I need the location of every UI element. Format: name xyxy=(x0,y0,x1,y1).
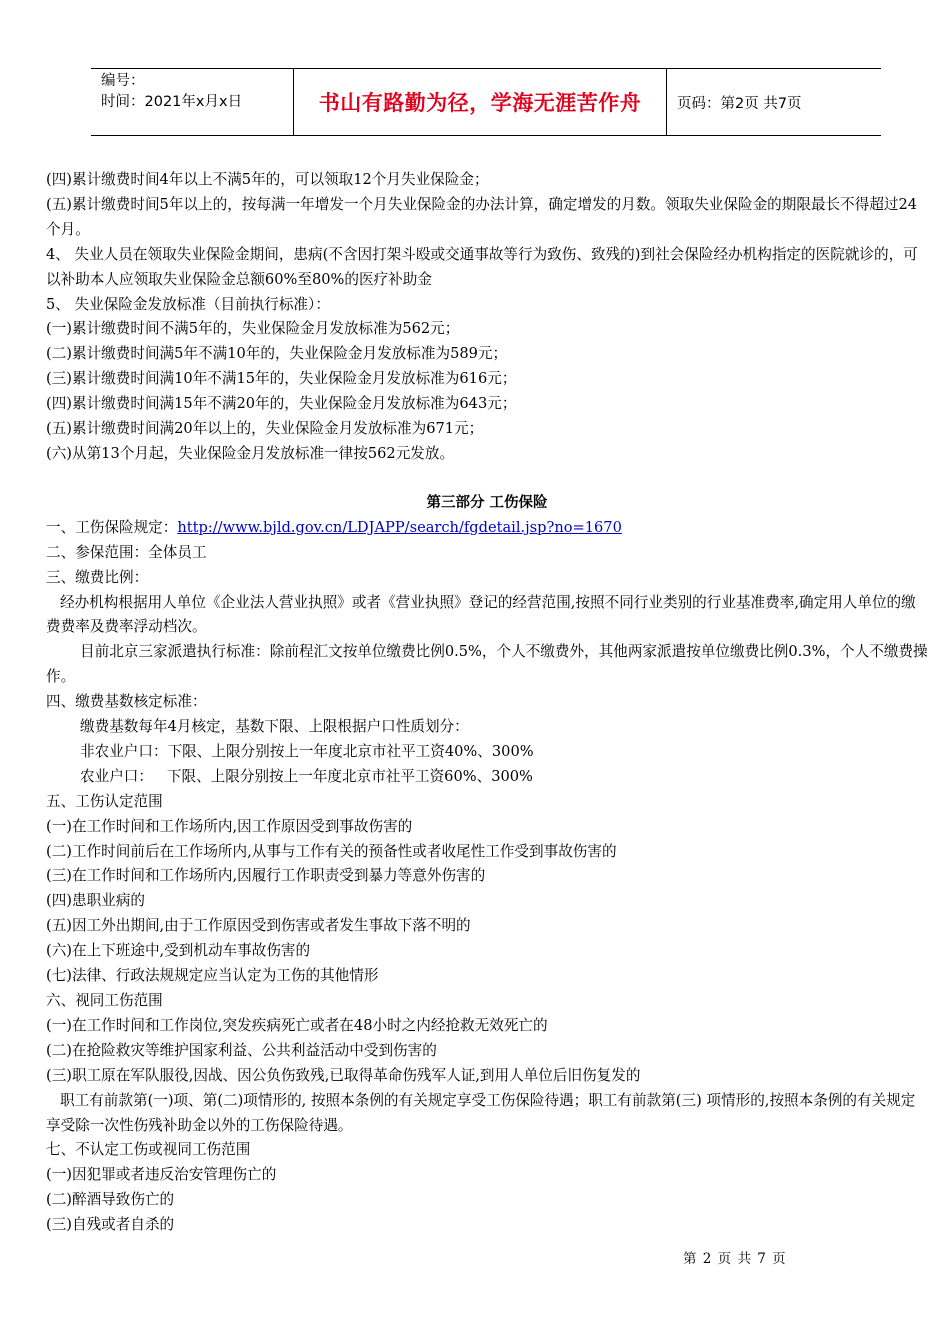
paragraph: 四、缴费基数核定标准： xyxy=(46,693,207,711)
paragraph: 三、缴费比例： xyxy=(46,568,149,586)
page-header xyxy=(91,68,881,136)
paragraph: (五)累计缴费时间5年以上的，按每满一年增发一个月失业保险金的办法计算，确定增发的月数。领取失业保险金的期限最长不得超过24个月。 xyxy=(46,195,918,238)
paragraph: (三)累计缴费时间满10年不满15年的，失业保险金月发放标准为616元； xyxy=(46,370,517,388)
paragraph: 4、 失业人员在领取失业保险金期间，患病(不含因打架斗殴或交通事故等行为致伤、致残的)到社会保险经办机构指定的医院就诊的，可以补助本人应领取失业保险金总额60%至80%的医疗补助金 xyxy=(46,245,918,288)
regulation-label: 一、工伤保险规定： xyxy=(46,518,178,536)
paragraph: (五)因工外出期间,由于工作原因受到伤害或者发生事故下落不明的 xyxy=(46,917,471,935)
paragraph: (一)在工作时间和工作场所内,因工作原因受到事故伤害的 xyxy=(46,817,413,835)
header-meta xyxy=(91,69,293,135)
header-number: 编号： xyxy=(101,73,145,89)
paragraph: 二、参保范围：全体员工 xyxy=(46,543,207,561)
paragraph: (三)职工原在军队服役,因战、因公负伤致残,已取得革命伤残军人证,到用人单位后旧伤复发的 xyxy=(46,1066,641,1084)
paragraph: (二)在抢险救灾等维护国家利益、公共利益活动中受到伤害的 xyxy=(46,1041,437,1059)
paragraph: 目前北京三家派遣执行标准：除前程汇文按单位缴费比例0.5%，个人不缴费外，其他两家派遣按单位缴费比例0.3%，个人不缴费操作。 xyxy=(46,643,928,686)
paragraph: 农业户口： 下限、上限分别按上一年度北京市社平工资60%、300% xyxy=(80,767,533,785)
header-page-number: 页码：第2页 共7页 xyxy=(677,95,802,112)
paragraph: (六)从第13个月起，失业保险金月发放标准一律按562元发放。 xyxy=(46,444,455,462)
paragraph: (一)累计缴费时间不满5年的，失业保险金月发放标准为562元； xyxy=(46,320,460,338)
regulation-line xyxy=(46,516,928,541)
paragraph: 六、视同工伤范围 xyxy=(46,992,163,1009)
paragraph: (四)患职业病的 xyxy=(46,892,145,910)
paragraph: (七)法律、行政法规规定应当认定为工伤的其他情形 xyxy=(46,967,379,985)
section-title: 第三部分 工伤保险 xyxy=(426,494,548,511)
paragraph: (一)因犯罪或者违反治安管理伤亡的 xyxy=(46,1166,277,1184)
paragraph: 职工有前款第(一)项、第(二)项情形的, 按照本条例的有关规定享受工伤保险待遇；职工有前款第(三) 项情形的,按照本条例的有关规定享受除一次性伤残补助金以外的工伤保险待遇。 xyxy=(46,1091,916,1134)
paragraph: (五)累计缴费时间满20年以上的，失业保险金月发放标准为671元； xyxy=(46,420,484,438)
paragraph: (二)醉酒导致伤亡的 xyxy=(46,1191,175,1209)
paragraph: (四)累计缴费时间4年以上不满5年的，可以领取12个月失业保险金； xyxy=(46,171,489,188)
paragraph: (四)累计缴费时间满15年不满20年的，失业保险金月发放标准为643元； xyxy=(46,395,517,413)
paragraph: 5、 失业保险金发放标准（目前执行标准）： xyxy=(46,295,330,313)
document-body xyxy=(46,168,928,1238)
paragraph: (二)工作时间前后在工作场所内,从事与工作有关的预备性或者收尾性工作受到事故伤害的 xyxy=(46,842,617,860)
paragraph: 非农业户口：下限、上限分别按上一年度北京市社平工资40%、300% xyxy=(80,742,534,760)
paragraph: (二)累计缴费时间满5年不满10年的，失业保险金月发放标准为589元； xyxy=(46,345,508,363)
header-time: 时间：2021年x月x日 xyxy=(101,94,243,110)
regulation-link[interactable]: http://www.bjld.gov.cn/LDJAPP/search/fgdetail.jsp?no=1670 xyxy=(177,518,622,536)
paragraph: 七、不认定工伤或视同工伤范围 xyxy=(46,1141,251,1159)
paragraph: 缴费基数每年4月核定，基数下限、上限根据户口性质划分： xyxy=(80,718,469,736)
paragraph: (三)在工作时间和工作场所内,因履行工作职责受到暴力等意外伤害的 xyxy=(46,867,486,885)
paragraph: 经办机构根据用人单位《企业法人营业执照》或者《营业执照》登记的经营范围,按照不同行业类别的行业基准费率,确定用人单位的缴费费率及费率浮动档次。 xyxy=(46,593,916,636)
page-footer: 第 2 页 共 7 页 xyxy=(683,1251,787,1267)
paragraph: (三)自残或者自杀的 xyxy=(46,1216,175,1234)
paragraph: (一)在工作时间和工作岗位,突发疾病死亡或者在48小时之内经抢救无效死亡的 xyxy=(46,1016,548,1034)
header-motto: 书山有路勤为径，学海无涯苦作舟 xyxy=(293,69,667,135)
paragraph: 五、工伤认定范围 xyxy=(46,792,163,810)
paragraph: (六)在上下班途中,受到机动车事故伤害的 xyxy=(46,942,311,960)
